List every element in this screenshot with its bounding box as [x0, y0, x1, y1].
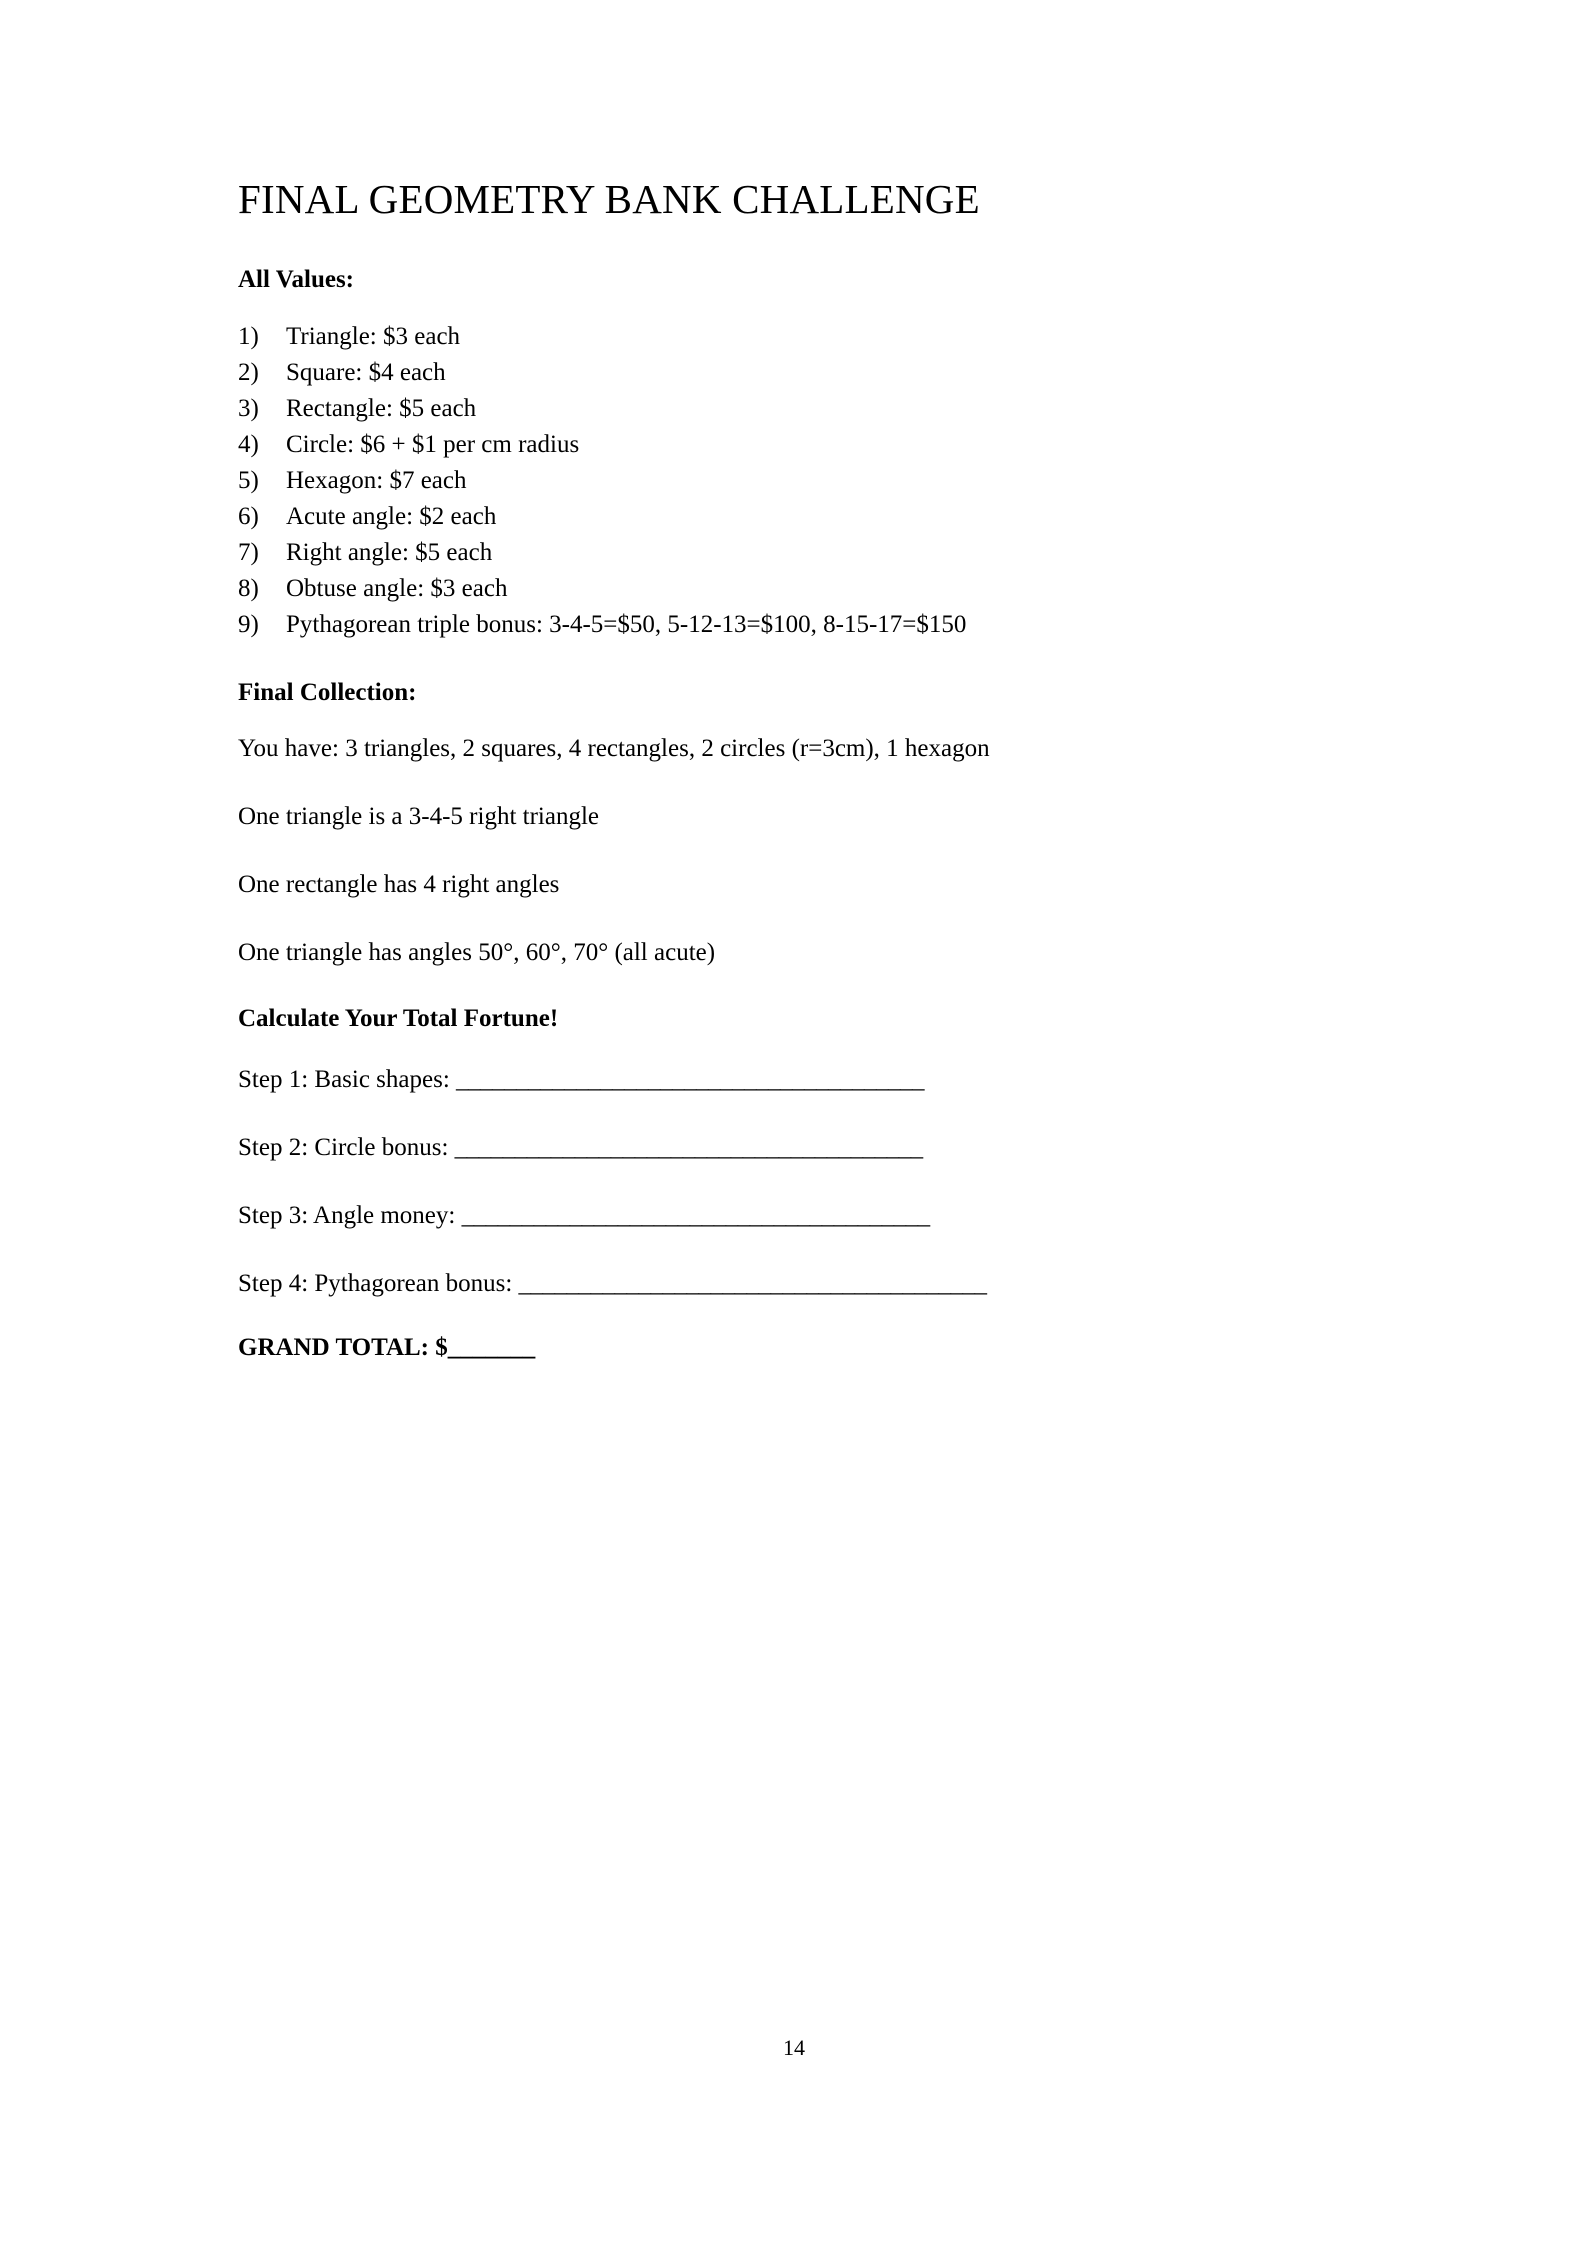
list-item-text: Acute angle: $2 each: [286, 502, 497, 530]
collection-line-rectangle-angles: One rectangle has 4 right angles: [238, 871, 560, 899]
collection-line-acute-triangle: One triangle has angles 50°, 60°, 70° (all acute): [238, 939, 716, 967]
list-item-number: 3): [238, 394, 259, 422]
list-item-number: 7): [238, 538, 259, 566]
step-2-label: Step 2: Circle bonus:: [238, 1133, 455, 1161]
step-1-blank[interactable]: _______________________________________: [456, 1065, 925, 1093]
final-collection-heading: Final Collection:: [238, 678, 417, 706]
list-item-number: 2): [238, 358, 259, 386]
calculate-total-heading: Calculate Your Total Fortune!: [238, 1005, 559, 1033]
list-item-number: 9): [238, 610, 259, 638]
list-item: [238, 427, 1338, 463]
list-item-number: 6): [238, 502, 259, 530]
page-title: FINAL GEOMETRY BANK CHALLENGE: [238, 176, 980, 222]
step-3-line: [238, 1198, 1338, 1233]
list-item-text: Hexagon: $7 each: [286, 466, 467, 494]
collection-line-inventory: You have: 3 triangles, 2 squares, 4 rectangles, 2 circles (r=3cm), 1 hexagon: [238, 735, 990, 763]
list-item-text: Rectangle: $5 each: [286, 394, 477, 422]
list-item: [238, 571, 1338, 607]
step-3-blank[interactable]: _______________________________________: [461, 1201, 930, 1229]
list-item-text: Circle: $6 + $1 per cm radius: [286, 430, 580, 458]
all-values-heading: All Values:: [238, 266, 355, 294]
list-item: [238, 535, 1338, 571]
step-1-label: Step 1: Basic shapes:: [238, 1065, 457, 1093]
list-item-number: 8): [238, 574, 259, 602]
list-item: [238, 499, 1338, 535]
list-item-number: 1): [238, 322, 259, 350]
list-item-text: Triangle: $3 each: [286, 322, 461, 350]
step-4-label: Step 4: Pythagorean bonus:: [238, 1269, 519, 1297]
step-3-label: Step 3: Angle money:: [238, 1201, 462, 1229]
list-item: [238, 391, 1338, 427]
values-list: [238, 319, 1338, 643]
list-item-text: Square: $4 each: [286, 358, 446, 386]
collection-line-right-triangle: One triangle is a 3-4-5 right triangle: [238, 803, 599, 831]
list-item-text: Pythagorean triple bonus: 3-4-5=$50, 5-12-13=$100, 8-15-17=$150: [286, 610, 967, 638]
page-number: 14: [783, 2035, 805, 2060]
list-item-text: Obtuse angle: $3 each: [286, 574, 508, 602]
step-2-blank[interactable]: _______________________________________: [454, 1133, 923, 1161]
list-item: [238, 355, 1338, 391]
list-item: [238, 607, 1338, 643]
list-item-number: 4): [238, 430, 259, 458]
step-2-line: [238, 1130, 1338, 1165]
list-item: [238, 463, 1338, 499]
step-4-blank[interactable]: _______________________________________: [518, 1269, 987, 1297]
grand-total-line[interactable]: GRAND TOTAL: $_______: [238, 1333, 536, 1361]
step-1-line: [238, 1062, 1338, 1097]
step-4-line: [238, 1266, 1338, 1301]
list-item-text: Right angle: $5 each: [286, 538, 493, 566]
list-item: [238, 319, 1338, 355]
document-body: [238, 175, 1338, 1362]
list-item-number: 5): [238, 466, 259, 494]
